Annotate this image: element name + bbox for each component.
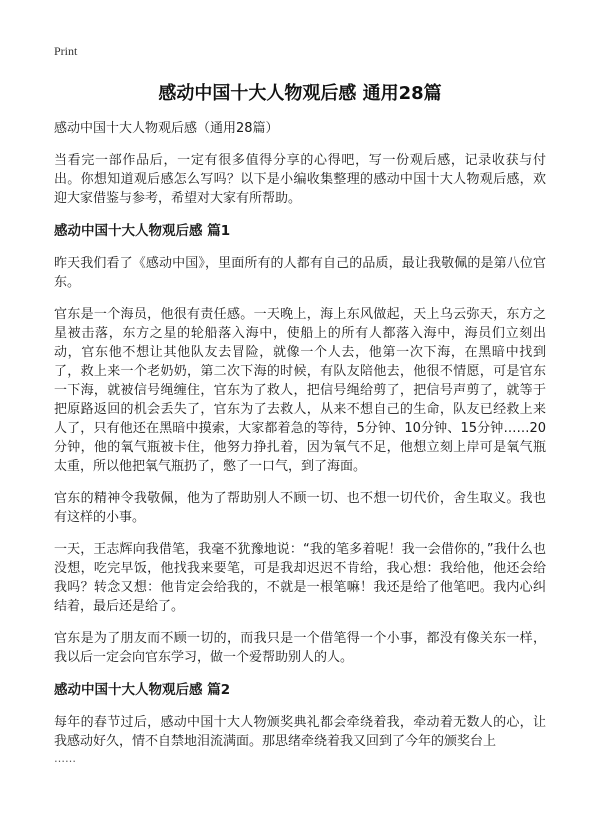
- intro-paragraph: 当看完一部作品后，一定有很多值得分享的心得吧，写一份观后感，记录收获与付出。你想知道观后感怎么写吗？以下是小编收集整理的感动中国十大人物观后感，欢迎大家借鉴与参考，希望对大家有所帮助。: [54, 153, 546, 206]
- section-heading: 感动中国十大人物观后感 篇2: [54, 682, 231, 698]
- section-paragraph: 每年的春节过后，感动中国十大人物颁奖典礼都会牵绕着我，牵动着无数人的心，让我感动好久，情不自禁地泪流满面。那思绪牵绕着我又回到了今年的颁奖台上: [54, 715, 546, 749]
- section-paragraph: 官东是为了朋友而不顾一切的，而我只是一个借笔得一个小事，都没有像关东一样，我以后一定会向官东学习，做一个爱帮助别人的人。: [54, 631, 546, 665]
- print-label: Print: [54, 44, 78, 58]
- continuation-ellipsis: ……: [54, 752, 76, 765]
- section-paragraph: 官东的精神令我敬佩，他为了帮助别人不顾一切、也不想一切代价，舍生取义。我也有这样的小事。: [54, 491, 546, 525]
- section-heading: 感动中国十大人物观后感 篇1: [54, 223, 231, 239]
- section-paragraph: 昨天我们看了《感动中国》，里面所有的人都有自己的品质，最让我敬佩的是第八位官东。: [54, 256, 546, 290]
- section-paragraph: 官东是一个海员，他很有责任感。一天晚上，海上东风做起，天上乌云弥天，东方之星被击落，东方之星的轮船落入海中，使船上的所有人都落入海中，海员们立刻出动，官东他不想让其他队友去冒险，就像一个人去，他第一次下海，在黑暗中找到了，救上来一个老奶奶，第二次下海的时候，有队友陪他去，他很不情愿，可是官东一下海，就被信号绳缠住，官东为了救人，把信号绳给剪了，把信号声剪了，就等于把原路返回的机会丢失了，官东为了去救人，从来不想自己的生命，队友已经救上来人了，只有他还在黑暗中摸索，大家都着急的等待，5分钟、10分钟、15分钟……20分钟，他的氧气瓶被卡住，他努力挣扎着，因为氧气不足，他想立刻上岸可是氧气瓶太重，所以他把氧气瓶扔了，憋了一口气，到了海面。: [54, 307, 546, 474]
- section-1: [54, 221, 546, 667]
- section-paragraph: 一天，王志辉向我借笔，我毫不犹豫地说：“我的笔多着呢！我一会借你的，”我什么也没想，吃完早饭，他找我来要笔，可是我却迟迟不肯给，我心想：我给他，他还会给我吗？转念又想：他肯定会给我的，不就是一根笔嘛！我还是给了他笔吧。我内心纠结着，最后还是给了。: [54, 542, 546, 614]
- section-2: [54, 680, 546, 766]
- document-title: 感动中国十大人物观后感 通用28篇: [158, 83, 442, 104]
- document-subtitle: 感动中国十大人物观后感（通用28篇）: [54, 121, 279, 136]
